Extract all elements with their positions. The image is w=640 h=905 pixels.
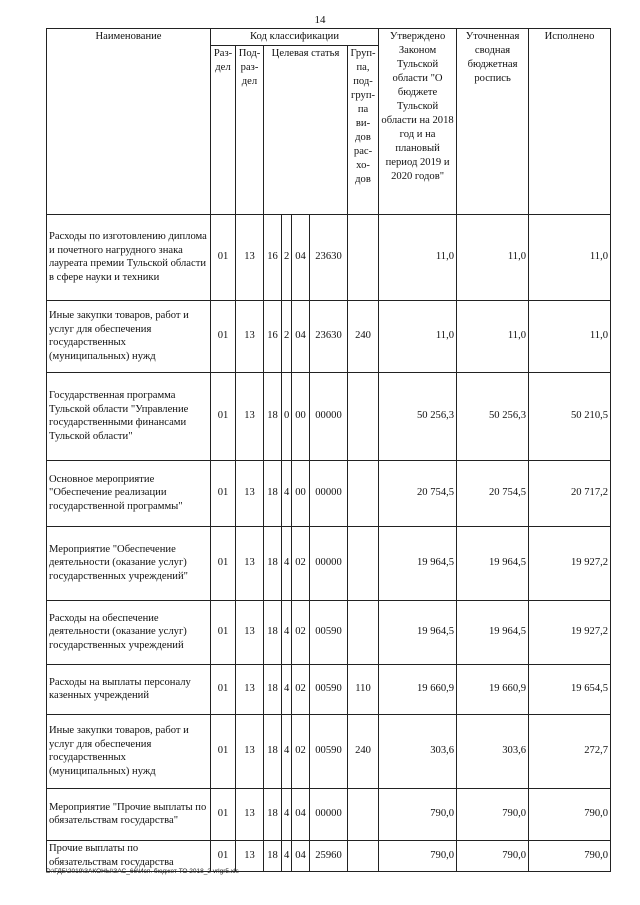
- row-approved: 20 754,5: [379, 460, 457, 526]
- row-approved: 19 660,9: [379, 664, 457, 714]
- table-row: [47, 600, 611, 664]
- table-row: [47, 840, 611, 871]
- row-target-event: 00: [292, 460, 310, 526]
- row-executed: 11,0: [529, 300, 611, 372]
- row-executed: 19 927,2: [529, 526, 611, 600]
- row-target-program: 18: [264, 840, 282, 871]
- row-section: 01: [211, 664, 236, 714]
- row-section: 01: [211, 788, 236, 840]
- row-target-event: 02: [292, 526, 310, 600]
- row-target-event: 04: [292, 214, 310, 300]
- header-expense-group: Груп-па, под-груп-па ви-дов рас-хо-дов: [348, 45, 379, 214]
- row-expense-group: [348, 460, 379, 526]
- row-target-direction: 00590: [310, 714, 348, 788]
- row-section: 01: [211, 714, 236, 788]
- table-row: [47, 714, 611, 788]
- row-subsection: 13: [236, 714, 264, 788]
- row-refined: 50 256,3: [457, 372, 529, 460]
- row-refined: 303,6: [457, 714, 529, 788]
- row-refined: 20 754,5: [457, 460, 529, 526]
- row-subsection: 13: [236, 300, 264, 372]
- row-name: Государственная программа Тульской области "Управление государственными финансами Тульской области": [47, 372, 211, 460]
- row-target-program: 18: [264, 372, 282, 460]
- header-refined: Уточненная сводная бюджетная роспись: [457, 29, 529, 215]
- row-refined: 11,0: [457, 300, 529, 372]
- table-row: [47, 214, 611, 300]
- row-executed: 11,0: [529, 214, 611, 300]
- row-name: Основное мероприятие "Обеспечение реализации государственной программы": [47, 460, 211, 526]
- row-expense-group: 110: [348, 664, 379, 714]
- row-section: 01: [211, 526, 236, 600]
- row-target-subprogram: 4: [282, 526, 292, 600]
- row-expense-group: [348, 214, 379, 300]
- row-subsection: 13: [236, 840, 264, 871]
- row-approved: 790,0: [379, 788, 457, 840]
- row-executed: 790,0: [529, 788, 611, 840]
- row-expense-group: 240: [348, 300, 379, 372]
- row-target-subprogram: 4: [282, 600, 292, 664]
- row-name: Прочие выплаты по обязательствам государства: [47, 840, 211, 871]
- header-section: Раз-дел: [211, 45, 236, 214]
- row-executed: 272,7: [529, 714, 611, 788]
- row-refined: 11,0: [457, 214, 529, 300]
- row-approved: 11,0: [379, 214, 457, 300]
- row-executed: 19 927,2: [529, 600, 611, 664]
- row-target-direction: 00000: [310, 372, 348, 460]
- row-target-program: 18: [264, 714, 282, 788]
- row-refined: 19 964,5: [457, 600, 529, 664]
- row-target-direction: 00590: [310, 600, 348, 664]
- row-approved: 11,0: [379, 300, 457, 372]
- row-refined: 19 964,5: [457, 526, 529, 600]
- row-name: Иные закупки товаров, работ и услуг для обеспечения государственных (муниципальных) нужд: [47, 714, 211, 788]
- row-executed: 19 654,5: [529, 664, 611, 714]
- row-target-program: 16: [264, 214, 282, 300]
- row-target-event: 00: [292, 372, 310, 460]
- row-target-event: 04: [292, 300, 310, 372]
- row-expense-group: [348, 840, 379, 871]
- table-row: [47, 460, 611, 526]
- row-target-direction: 23630: [310, 300, 348, 372]
- row-refined: 790,0: [457, 788, 529, 840]
- table-row: [47, 300, 611, 372]
- row-expense-group: [348, 788, 379, 840]
- row-refined: 19 660,9: [457, 664, 529, 714]
- row-name: Мероприятие "Обеспечение деятельности (оказание услуг) государственных учреждений": [47, 526, 211, 600]
- row-target-event: 02: [292, 714, 310, 788]
- file-path-footer: D:\ГДБ\2019\ЗАКОНЫ\ЗАС_66\Исп. бюджет ТО 2018_2 vrlgr5.xls: [46, 868, 239, 875]
- row-subsection: 13: [236, 788, 264, 840]
- row-approved: 50 256,3: [379, 372, 457, 460]
- row-refined: 790,0: [457, 840, 529, 871]
- header-target-article: Целевая статья: [264, 45, 348, 214]
- row-approved: 790,0: [379, 840, 457, 871]
- header-approved: Утверждено Законом Тульской области "О бюджете Тульской области на 2018 год и на плановый период 2019 и 2020 годов": [379, 29, 457, 215]
- row-approved: 19 964,5: [379, 600, 457, 664]
- row-name: Иные закупки товаров, работ и услуг для обеспечения государственных (муниципальных) нужд: [47, 300, 211, 372]
- header-name: Наименование: [47, 29, 211, 215]
- row-target-subprogram: 4: [282, 664, 292, 714]
- row-name: Расходы на обеспечение деятельности (оказание услуг) государственных учреждений: [47, 600, 211, 664]
- row-subsection: 13: [236, 460, 264, 526]
- row-target-event: 04: [292, 840, 310, 871]
- row-target-direction: 23630: [310, 214, 348, 300]
- table-row: [47, 526, 611, 600]
- header-executed: Исполнено: [529, 29, 611, 215]
- row-target-direction: 25960: [310, 840, 348, 871]
- row-target-event: 04: [292, 788, 310, 840]
- row-target-program: 16: [264, 300, 282, 372]
- row-target-direction: 00000: [310, 788, 348, 840]
- row-name: Расходы по изготовлению диплома и почетного нагрудного знака лауреата премии Тульской области в сфере науки и техники: [47, 214, 211, 300]
- row-expense-group: 240: [348, 714, 379, 788]
- row-subsection: 13: [236, 600, 264, 664]
- row-target-event: 02: [292, 600, 310, 664]
- row-target-program: 18: [264, 600, 282, 664]
- row-name: Расходы на выплаты персоналу казенных учреждений: [47, 664, 211, 714]
- row-section: 01: [211, 840, 236, 871]
- budget-execution-table: [46, 28, 611, 872]
- row-subsection: 13: [236, 214, 264, 300]
- row-target-direction: 00000: [310, 526, 348, 600]
- row-target-direction: 00000: [310, 460, 348, 526]
- page-number: 14: [314, 14, 326, 26]
- row-section: 01: [211, 372, 236, 460]
- row-subsection: 13: [236, 526, 264, 600]
- row-approved: 303,6: [379, 714, 457, 788]
- row-target-subprogram: 4: [282, 788, 292, 840]
- row-target-program: 18: [264, 664, 282, 714]
- header-code-group: Код классификации: [211, 29, 379, 46]
- row-executed: 790,0: [529, 840, 611, 871]
- row-expense-group: [348, 526, 379, 600]
- row-target-subprogram: 4: [282, 840, 292, 871]
- row-target-subprogram: 4: [282, 714, 292, 788]
- row-executed: 20 717,2: [529, 460, 611, 526]
- row-target-subprogram: 2: [282, 214, 292, 300]
- header-subsection: Под-раз-дел: [236, 45, 264, 214]
- table-row: [47, 788, 611, 840]
- row-target-subprogram: 0: [282, 372, 292, 460]
- row-section: 01: [211, 300, 236, 372]
- row-expense-group: [348, 600, 379, 664]
- table-row: [47, 664, 611, 714]
- table-header: [47, 29, 611, 215]
- row-name: Мероприятие "Прочие выплаты по обязательствам государства": [47, 788, 211, 840]
- table-row: [47, 372, 611, 460]
- row-target-subprogram: 2: [282, 300, 292, 372]
- row-target-program: 18: [264, 788, 282, 840]
- row-expense-group: [348, 372, 379, 460]
- row-approved: 19 964,5: [379, 526, 457, 600]
- row-section: 01: [211, 214, 236, 300]
- row-target-program: 18: [264, 460, 282, 526]
- row-subsection: 13: [236, 372, 264, 460]
- row-executed: 50 210,5: [529, 372, 611, 460]
- row-target-program: 18: [264, 526, 282, 600]
- row-subsection: 13: [236, 664, 264, 714]
- row-section: 01: [211, 600, 236, 664]
- row-target-event: 02: [292, 664, 310, 714]
- table-body: [47, 214, 611, 871]
- row-section: 01: [211, 460, 236, 526]
- row-target-direction: 00590: [310, 664, 348, 714]
- row-target-subprogram: 4: [282, 460, 292, 526]
